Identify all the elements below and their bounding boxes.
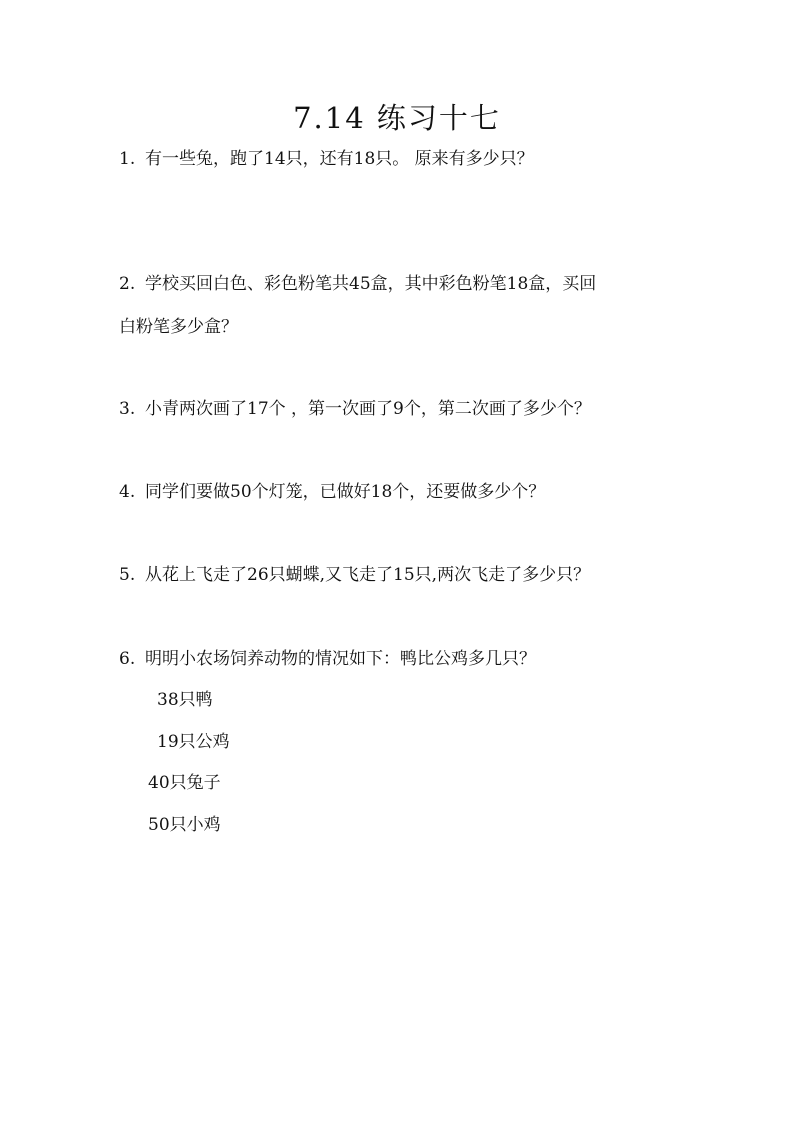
question-number: 1. xyxy=(119,149,136,169)
question-6 xyxy=(119,647,536,671)
question-number: 3. xyxy=(119,399,136,419)
question-text: 小青两次画了17个 ，第一次画了9个，第二次画了多少个？ xyxy=(145,399,591,419)
question-4 xyxy=(119,480,545,504)
question-1 xyxy=(119,147,534,171)
page-title: 7.14 练习十七 xyxy=(293,101,501,135)
animal-item-roosters: 19只公鸡 xyxy=(157,732,230,752)
question-5 xyxy=(119,563,590,587)
question-text: 明明小农场饲养动物的情况如下：鸭比公鸡多几只？ xyxy=(145,649,536,669)
question-2 xyxy=(119,272,596,296)
question-number: 5. xyxy=(119,565,136,585)
question-number: 4. xyxy=(119,482,136,502)
question-text: 从花上飞走了26只蝴蝶,又飞走了15只,两次飞走了多少只？ xyxy=(145,565,591,585)
question-text: 有一些兔，跑了14只，还有18只。 原来有多少只？ xyxy=(145,149,534,169)
question-number: 6. xyxy=(119,649,136,669)
question-text: 同学们要做50个灯笼，已做好18个，还要做多少个？ xyxy=(145,482,546,502)
animal-item-chicks: 50只小鸡 xyxy=(148,815,221,835)
question-text: 学校买回白色、彩色粉笔共45盒，其中彩色粉笔18盒，买回 xyxy=(145,274,597,294)
question-number: 2. xyxy=(119,274,136,294)
question-2-continuation: 白粉笔多少盒？ xyxy=(119,317,238,337)
animal-item-ducks: 38只鸭 xyxy=(157,690,213,710)
question-3 xyxy=(119,397,591,421)
animal-item-rabbits: 40只兔子 xyxy=(148,773,221,793)
